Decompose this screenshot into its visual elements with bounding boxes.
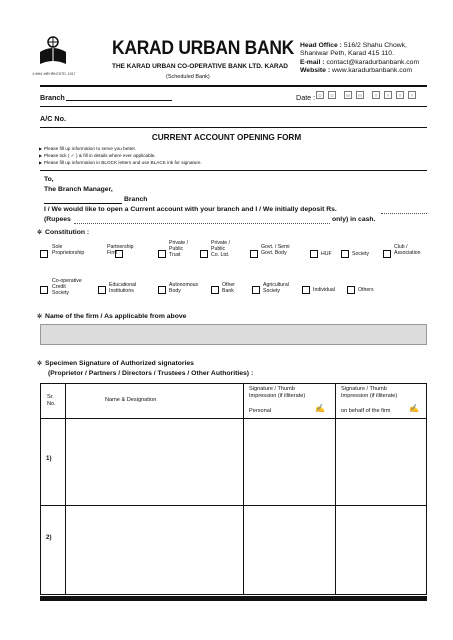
col-signature-personal-header: Signature / Thumb Impression (if illiterate) [249, 386, 306, 399]
checkbox[interactable] [158, 250, 166, 258]
col-firm-sub: on behalf of the firm [341, 408, 391, 414]
checkbox[interactable] [40, 250, 48, 258]
form-title: CURRENT ACCOUNT OPENING FORM [151, 133, 302, 142]
website-value: www.karadurbanbank.com [331, 67, 413, 75]
pen-icon: ✍ [409, 404, 419, 413]
website-label: Website : [300, 67, 331, 75]
constitution-row-1: Sole Proprietorship Partnership Firm Private / Public Trust Private / Public Co. Ltd. Govt. / Semi Govt. Body HUF Society Club / Association [40, 240, 427, 272]
checkbox[interactable] [252, 286, 260, 294]
head-office-value: 516/2 Shahu Chowk, [343, 42, 407, 49]
signatories-table [40, 383, 427, 595]
instruction-item: ▶ Please fill up information to serve you better. [39, 146, 136, 151]
rupees-suffix: only) in cash. [332, 216, 376, 223]
bank-name: KARAD URBAN BANK [112, 38, 295, 59]
date-label: Date : [296, 93, 316, 102]
constitution-row-2: Co-operative Credit Society Educational Institutions Autonomous Body Other Bank Agricultural Society Individual Others [40, 278, 427, 304]
option-label: Partnership Firm [107, 244, 134, 257]
table-row [41, 506, 426, 594]
col-personal-sub: Personal [249, 408, 272, 414]
date-box[interactable]: M [344, 91, 352, 99]
section-marker-icon: ✲ [37, 230, 43, 236]
date-box[interactable]: Y [384, 91, 392, 99]
email-label: E-mail : [300, 58, 325, 66]
branch-name-field[interactable] [44, 203, 122, 204]
table-row [41, 419, 426, 504]
checkbox[interactable] [347, 286, 355, 294]
checkbox[interactable] [98, 286, 106, 294]
firm-name-input[interactable] [40, 324, 427, 345]
firm-signature-field[interactable] [337, 421, 425, 501]
date-box[interactable]: Y [396, 91, 404, 99]
signatories-heading: Specimen Signature of Authorized signatories [45, 360, 194, 367]
date-box[interactable]: M [356, 91, 364, 99]
checkbox[interactable] [302, 286, 310, 294]
bank-logo [36, 34, 70, 70]
name-designation-field[interactable] [67, 508, 241, 592]
email-value: contact@karadurbanbank.com [326, 58, 420, 66]
checkbox[interactable] [200, 250, 208, 258]
checkbox[interactable] [383, 250, 391, 258]
name-designation-field[interactable] [67, 421, 241, 501]
branch-label: Branch [40, 93, 65, 102]
row-number: 1) [46, 455, 52, 462]
personal-signature-field[interactable] [245, 508, 333, 592]
ac-no-field[interactable] [68, 111, 258, 122]
date-box[interactable]: D [328, 91, 336, 99]
row-number: 2) [46, 534, 52, 541]
date-boxes [316, 91, 416, 99]
section-marker-icon: ✲ [37, 314, 43, 320]
col-sr-header: Sr. No. [47, 394, 56, 407]
checkbox[interactable] [40, 286, 48, 294]
to-line: To, [44, 176, 54, 183]
personal-signature-field[interactable] [245, 421, 333, 501]
signatories-subheading: (Proprietor / Partners / Directors / Trustees / Other Authorities) : [48, 370, 254, 377]
ac-divider [40, 127, 427, 128]
instructions-divider [40, 170, 427, 171]
instruction-item: ▶ Please tick ( ✓ ) & fill in details where ever applicable. [39, 153, 156, 159]
checkbox[interactable] [158, 286, 166, 294]
head-office-address [300, 42, 419, 76]
branch-manager-line: The Branch Manager, [44, 186, 113, 193]
branch-word: Branch [124, 196, 148, 203]
checkbox[interactable] [250, 250, 258, 258]
date-box[interactable]: D [316, 91, 324, 99]
date-box[interactable]: Y [408, 91, 416, 99]
constitution-label: Constitution : [45, 229, 90, 236]
firm-signature-field[interactable] [337, 508, 425, 592]
col-name-header: Name & Designation [105, 397, 157, 403]
deposit-amount-field[interactable] [381, 213, 427, 214]
firm-name-label: Name of the firm / As applicable from above [45, 313, 187, 320]
branch-field[interactable] [66, 100, 172, 101]
bank-full-name: THE KARAD URBAN CO-OPERATIVE BANK LTD. KARAD [112, 63, 288, 70]
rupees-words-field[interactable] [74, 223, 330, 224]
address-line-2: Shaniwar Peth, Karad 415 110. [300, 50, 394, 58]
checkbox[interactable] [341, 250, 349, 258]
request-line: I / We would like to open a Current account with your branch and I / We initially deposit Rs. [44, 206, 337, 213]
ac-no-label: A/C No. [40, 114, 66, 123]
rupees-prefix: (Rupees [44, 216, 71, 223]
footer-bar [40, 596, 427, 601]
scheduled-bank-label: (Scheduled Bank) [166, 74, 210, 80]
checkbox[interactable] [211, 286, 219, 294]
section-marker-icon: ✲ [37, 361, 43, 367]
branch-divider [40, 106, 427, 107]
date-box[interactable]: Y [372, 91, 380, 99]
instruction-item: ▶ Please fill up information in BLOCK letters and use BLACK ink for signature. [39, 160, 202, 165]
col-signature-firm-header: Signature / Thumb Impression (if illiterate) [341, 386, 398, 399]
pen-icon: ✍ [315, 404, 325, 413]
head-office-label: Head Office : [300, 42, 342, 49]
logo-caption: द कराड अर्बन बँक ESTD. 1917 [32, 72, 76, 76]
header-divider [40, 85, 427, 87]
checkbox[interactable] [310, 250, 318, 258]
